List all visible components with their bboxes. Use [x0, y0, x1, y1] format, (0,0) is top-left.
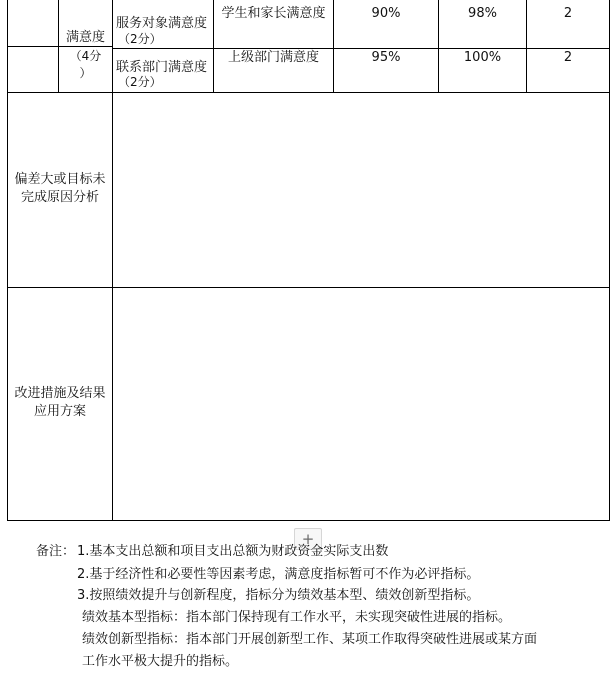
satisfaction-category: 满意度 — [65, 30, 105, 45]
deviation-label: 偏差大或目标未 — [14, 172, 106, 187]
actual-value: 100% — [463, 50, 502, 65]
note-line: 工作水平极大提升的指标。 — [82, 654, 239, 669]
deviation-content[interactable] — [118, 98, 604, 282]
indicator-points: （2分） — [118, 75, 162, 89]
planned-value: 90% — [371, 6, 401, 21]
table-line — [7, 520, 610, 521]
indicator-name: 服务对象满意度 — [116, 16, 208, 31]
satisfaction-points-close: ） — [79, 66, 92, 80]
satisfaction-points: （4分 — [69, 49, 102, 63]
table-line — [112, 0, 113, 521]
note-line: 3.按照绩效提升与创新程度，指标分为绩效基本型、绩效创新型指标。 — [77, 588, 480, 603]
planned-value: 95% — [371, 50, 401, 65]
note-line: 绩效基本型指标：指本部门保持现有工作水平，未实现突破性进展的指标。 — [82, 610, 512, 625]
score-value: 2 — [563, 6, 573, 21]
add-row-button[interactable]: + — [294, 528, 322, 550]
notes-prefix: 备注： — [36, 544, 76, 559]
improvement-label: 应用方案 — [33, 404, 86, 419]
note-line: 2.基于经济性和必要性等因素考虑，满意度指标暂可不作为必评指标。 — [77, 567, 480, 582]
note-line: 绩效创新型指标：指本部门开展创新型工作、某项工作取得突破性进展或某方面 — [82, 632, 538, 647]
note-line: 1.基本支出总额和项目支出总额为财政资金实际支出数 — [77, 544, 389, 559]
indicator-name: 联系部门满意度 — [116, 60, 208, 75]
table-line — [7, 0, 8, 521]
deviation-label: 完成原因分析 — [20, 190, 99, 205]
improvement-content[interactable] — [118, 294, 604, 514]
indicator-points: （2分） — [118, 32, 162, 46]
table-line — [609, 0, 610, 521]
table-line — [7, 92, 610, 93]
table-line — [113, 48, 610, 49]
indicator-target: 上级部门满意度 — [227, 50, 319, 65]
table-line — [7, 287, 610, 288]
indicator-target: 学生和家长满意度 — [221, 6, 326, 21]
improvement-label: 改进措施及结果 — [14, 386, 106, 401]
actual-value: 98% — [468, 6, 497, 21]
score-value: 2 — [563, 50, 573, 65]
